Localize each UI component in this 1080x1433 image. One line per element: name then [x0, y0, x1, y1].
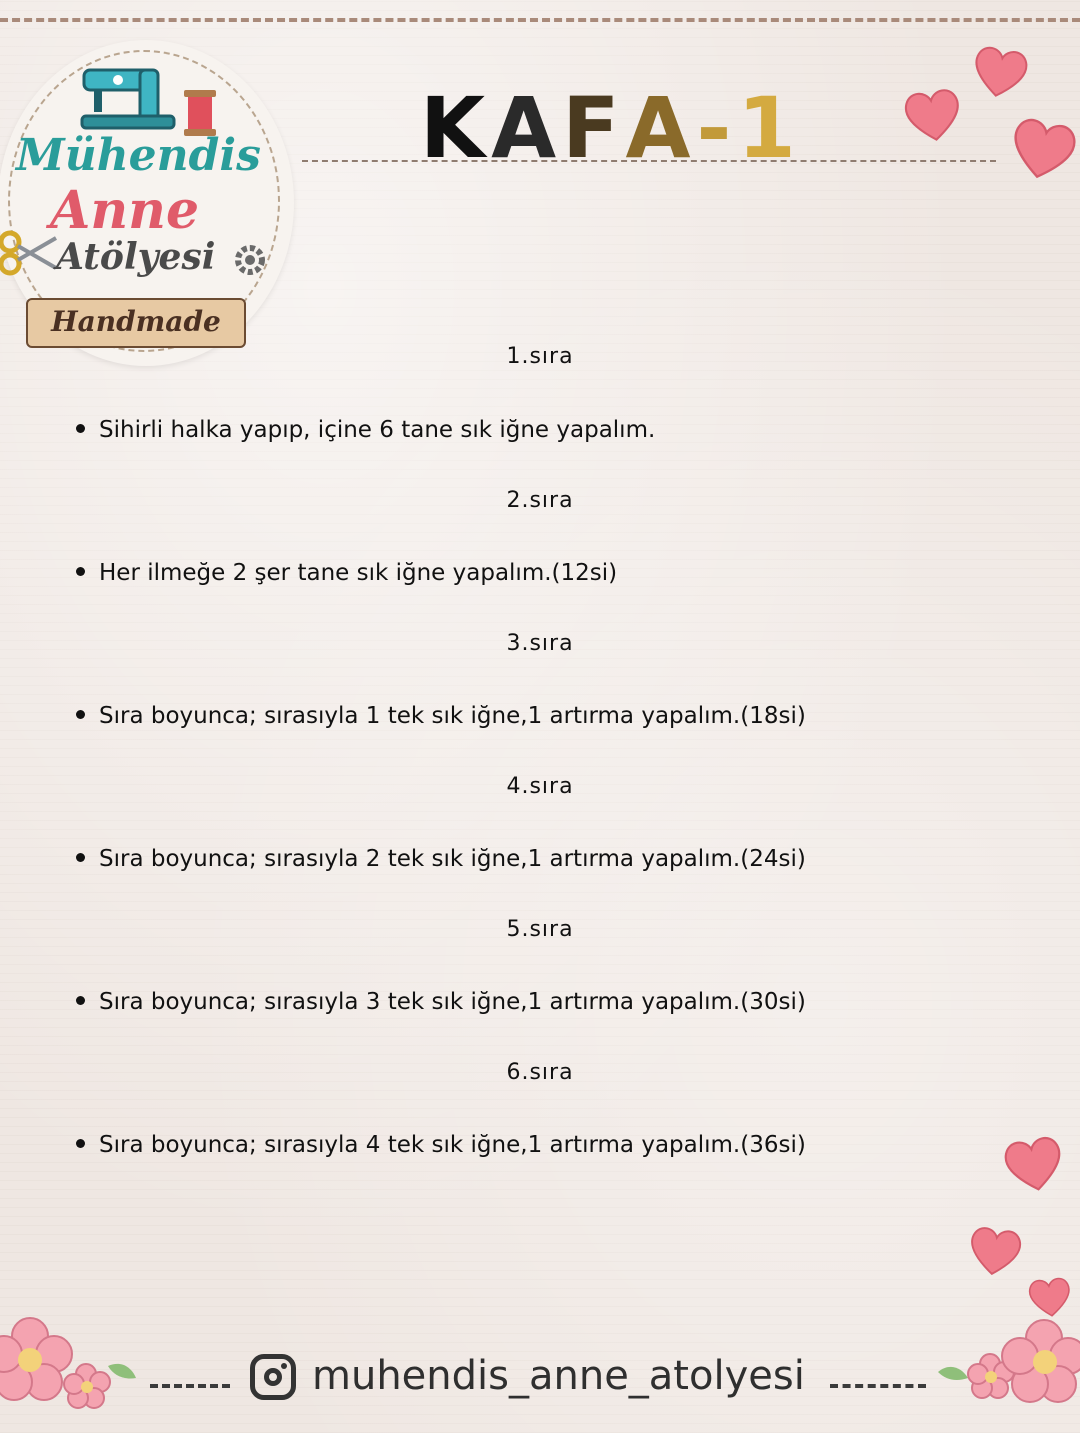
list-item	[76, 1129, 1056, 1161]
list-item-text: Her ilmeğe 2 şer tane sık iğne yapalım.(12si)	[99, 560, 618, 586]
bullet-icon	[76, 996, 85, 1005]
list-item	[76, 843, 1056, 875]
footer	[0, 1340, 1080, 1410]
bullet-icon	[76, 1139, 85, 1148]
row-heading: 6.sıra	[506, 1060, 574, 1085]
title-letter: K	[420, 79, 492, 177]
logo-banner-text: Handmade	[51, 305, 221, 338]
logo-text-muhendis: Mühendis	[16, 130, 261, 181]
row-heading: 3.sıra	[506, 631, 574, 656]
heart-icon	[1028, 1276, 1072, 1318]
heart-icon	[968, 1226, 1022, 1276]
list-item-text: Sıra boyunca; sırasıyla 2 tek sık iğne,1 artırma yapalım.(24si)	[99, 846, 806, 872]
list-item	[76, 700, 1056, 732]
bullet-icon	[76, 567, 85, 576]
logo-text-anne: Anne	[50, 180, 200, 241]
instagram-handle: muhendis_anne_atolyesi	[312, 1353, 805, 1399]
heart-icon	[904, 88, 962, 142]
list-item-text: Sıra boyunca; sırasıyla 3 tek sık iğne,1 artırma yapalım.(30si)	[99, 989, 806, 1015]
title-letter: 1	[737, 79, 802, 177]
title-letter: A	[491, 79, 563, 177]
title-stitch-divider	[302, 160, 996, 162]
list-item	[76, 414, 1056, 446]
sewing-machine-icon	[78, 60, 178, 132]
page-title	[420, 78, 802, 178]
heart-icon	[1010, 118, 1076, 180]
title-letter: F	[562, 79, 626, 177]
row-heading: 1.sıra	[506, 344, 574, 369]
logo-text-atolyesi: Atölyesi	[56, 236, 216, 278]
list-item-text: Sıra boyunca; sırasıyla 4 tek sık iğne,1 artırma yapalım.(36si)	[99, 1132, 806, 1158]
gear-icon	[230, 240, 270, 280]
title-letter: A	[625, 79, 697, 177]
row-heading: 5.sıra	[506, 917, 574, 942]
bullet-icon	[76, 853, 85, 862]
bullet-icon	[76, 424, 85, 433]
list-item-text: Sıra boyunca; sırasıyla 1 tek sık iğne,1 artırma yapalım.(18si)	[99, 703, 806, 729]
footer-stitch-right	[830, 1384, 926, 1388]
brand-logo	[0, 40, 298, 370]
instagram-icon	[250, 1354, 296, 1400]
logo-banner	[26, 298, 246, 348]
list-item-text: Sihirli halka yapıp, içine 6 tane sık iğne yapalım.	[99, 417, 656, 443]
list-item	[76, 557, 1056, 589]
row-heading: 4.sıra	[506, 774, 574, 799]
title-letter: -	[696, 79, 738, 177]
row-heading: 2.sıra	[506, 488, 574, 513]
bullet-icon	[76, 710, 85, 719]
list-item	[76, 986, 1056, 1018]
footer-stitch-left	[150, 1384, 230, 1388]
heart-icon	[972, 46, 1028, 98]
top-stitch-divider	[0, 18, 1080, 22]
